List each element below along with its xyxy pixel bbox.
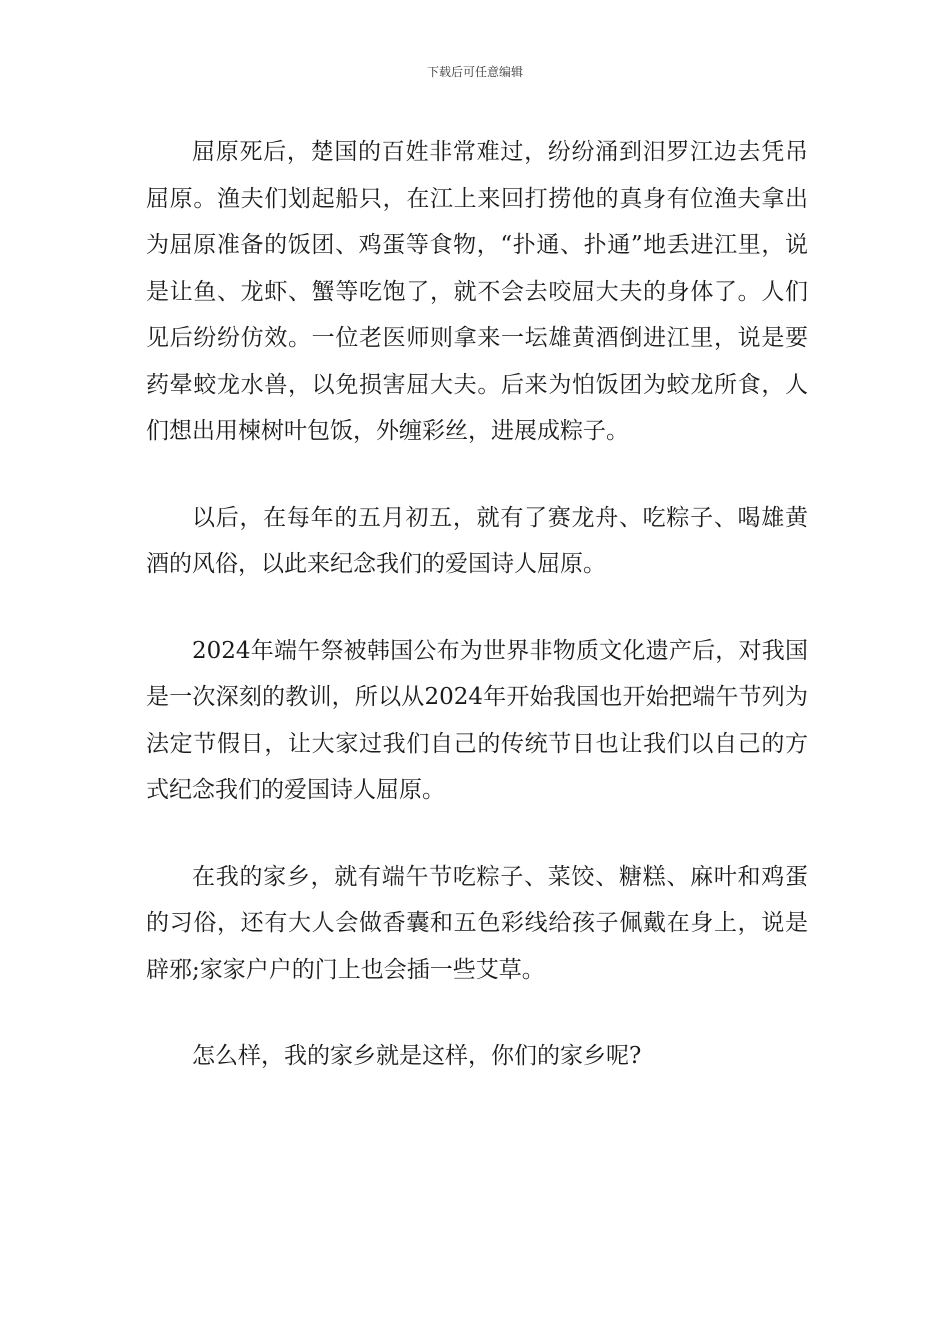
page-header-note: 下载后可任意编辑	[426, 65, 523, 79]
paragraph-4: 在我的家乡，就有端午节吃粽子、菜饺、糖糕、麻叶和鸡蛋的习俗，还有大人会做香囊和五色彩线给孩子佩戴在身上，说是辟邪;家家户户的门上也会插一些艾草。	[146, 863, 808, 983]
paragraph-1: 屈原死后，楚国的百姓非常难过，纷纷涌到汨罗江边去凭吊屈原。渔夫们划起船只，在江上来回打捞他的真身有位渔夫拿出为屈原准备的饭团、鸡蛋等食物，“扑通、扑通”地丢进江里，说是让鱼、龙虾、蟹等吃饱了，就不会去咬屈大夫的身体了。人们见后纷纷仿效。一位老医师则拿来一坛雄黄酒倒进江里，说是要药晕蛟龙水兽，以免损害屈大夫。后来为怕饭团为蛟龙所食，人们想出用楝树叶包饭，外缠彩丝，进展成粽子。	[146, 139, 808, 444]
paragraph-3: 2024年端午祭被韩国公布为世界非物质文化遗产后，对我国是一次深刻的教训，所以从2024年开始我国也开始把端午节列为法定节假日，让大家过我们自己的传统节日也让我们以自己的方式纪念我们的爱国诗人屈原。	[146, 637, 808, 803]
document-body	[146, 129, 808, 1080]
paragraph-5: 怎么样，我的家乡就是这样，你们的家乡呢?	[192, 1043, 642, 1069]
paragraph-2: 以后，在每年的五月初五，就有了赛龙舟、吃粽子、喝雄黄酒的风俗，以此来纪念我们的爱国诗人屈原。	[146, 504, 808, 577]
